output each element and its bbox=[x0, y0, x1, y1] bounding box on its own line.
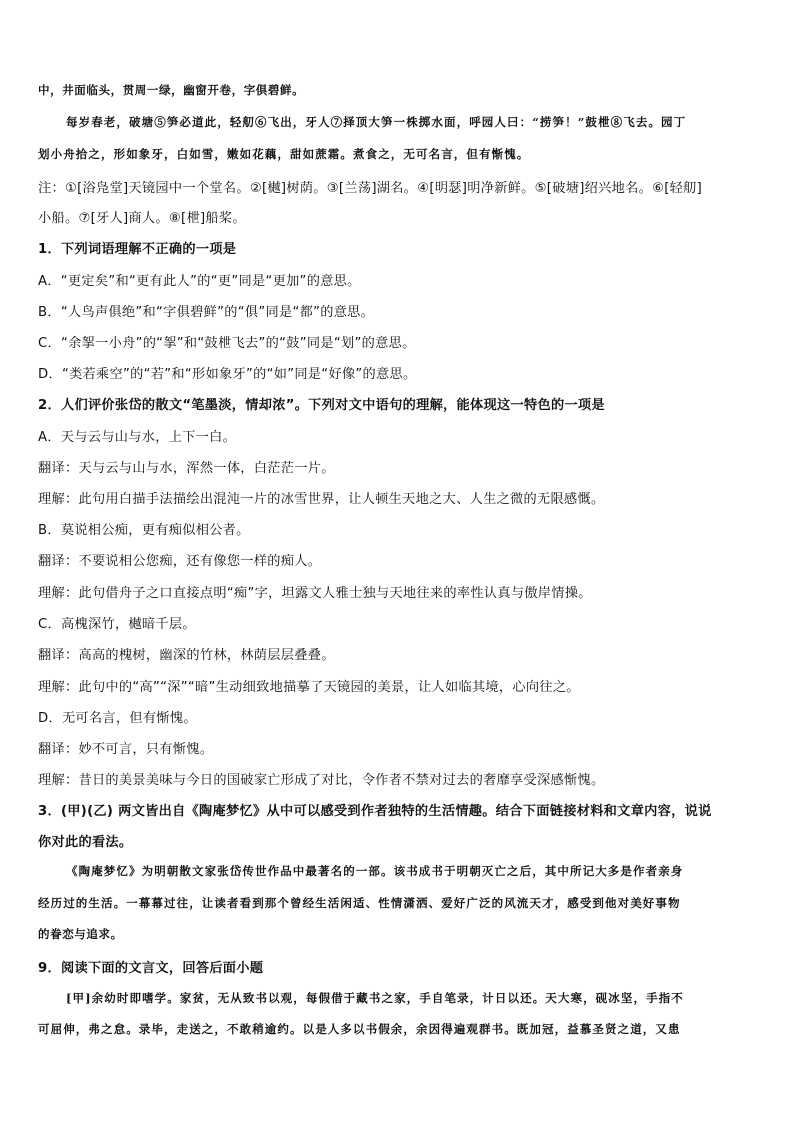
question-9-stem: 9．阅读下面的文言文，回答后面小题 bbox=[38, 961, 264, 976]
passage-jia-line-1: [甲]余幼时即嗜学。家贫，无从致书以观，每假借于藏书之家，手自笔录，计日以还。天大寒，砚冰坚，手指不 bbox=[66, 991, 684, 1005]
link-material-line-3: 的眷恋与追求。 bbox=[38, 927, 123, 941]
question-2-stem: 2．人们评价张岱的散文“笔墨淡，情却浓”。下列对文中语句的理解，能体现这一特色的一项是 bbox=[38, 398, 605, 413]
question-2-option-a: A．天与云与山与水，上下一白。 bbox=[38, 430, 237, 445]
question-1-option-b: B．“人鸟声俱绝”和“字俱碧鲜”的“俱”同是“都”的意思。 bbox=[38, 305, 375, 320]
passage-b-line-3: 划小舟拾之，形如象牙，白如雪，嫩如花藕，甜如蔗霜。煮食之，无可名言，但有惭愧。 bbox=[38, 147, 530, 161]
question-3-stem-line-1: 3．(甲)(乙) 两文皆出自《陶庵梦忆》从中可以感受到作者独特的生活情趣。结合下面链接材料和文章内容，说说 bbox=[38, 804, 712, 819]
question-2-option-b-translation: 翻译：不要说相公您痴，还有像您一样的痴人。 bbox=[38, 554, 322, 569]
question-2-option-d-explanation: 理解：昔日的美景美味与今日的国破家亡形成了对比，令作者不禁对过去的奢靡享受深感惭愧。 bbox=[38, 773, 605, 788]
question-2-option-b: B．莫说相公痴，更有痴似相公者。 bbox=[38, 523, 250, 538]
passage-b-line-1: 中，井面临头，贯周一绿，幽窗开卷，字俱碧鲜。 bbox=[38, 83, 305, 97]
question-1-stem: 1．下列词语理解不正确的一项是 bbox=[38, 242, 237, 257]
notes-line-1: 注：①[浴凫堂]天镜园中一个堂名。②[樾]树荫。③[兰荡]湖名。④[明瑟]明净新鲜。⑤[破塘]绍兴地名。⑥[轻舠] bbox=[38, 181, 703, 196]
question-2-option-d: D．无可名言，但有惭愧。 bbox=[38, 711, 197, 726]
question-1-option-c: C．“余挐一小舟”的“挐”和“鼓枻飞去”的“鼓”同是“划”的意思。 bbox=[38, 336, 416, 351]
question-2-option-c-explanation: 理解：此句中的“高”“深”“暗”生动细致地描摹了天镜园的美景，让人如临其境，心向往之。 bbox=[38, 680, 580, 695]
question-1-option-d: D．“类若乘空”的“若”和“形如象牙”的“如”同是“好像”的意思。 bbox=[38, 367, 417, 382]
question-2-option-d-translation: 翻译：妙不可言，只有惭愧。 bbox=[38, 742, 214, 757]
notes-line-2: 小船。⑦[牙人]商人。⑧[枻]船桨。 bbox=[38, 211, 246, 226]
question-2-option-a-explanation: 理解：此句用白描手法描绘出混沌一片的冰雪世界，让人顿生天地之大、人生之微的无限感慨。 bbox=[38, 492, 605, 507]
passage-b-line-2: 每岁春老，破塘⑤笋必道此，轻舠⑥飞出，牙人⑦择顶大笋一株掷水面，呼园人曰：“捞笋！”鼓枻⑧飞去。园丁 bbox=[66, 115, 687, 129]
question-3-stem-line-2: 你对此的看法。 bbox=[38, 835, 133, 850]
passage-jia-line-2: 可屈伸，弗之怠。录毕，走送之，不敢稍逾约。以是人多以书假余，余因得遍观群书。既加冠，益慕圣贤之道，又患 bbox=[38, 1022, 681, 1036]
question-2-option-c-translation: 翻译：高高的槐树，幽深的竹林，林荫层层叠叠。 bbox=[38, 648, 335, 663]
link-material-line-1: 《陶庵梦忆》为明朝散文家张岱传世作品中最著名的一部。该书成书于明朝灭亡之后，其中所记大多是作者亲身 bbox=[66, 864, 684, 878]
question-2-option-b-explanation: 理解：此句借舟子之口直接点明“痴”字，坦露文人雅士独与天地往来的率性认真与傲岸情操。 bbox=[38, 586, 592, 601]
link-material-line-2: 经历过的生活。一幕幕过往，让读者看到那个曾经生活闲适、性情潇洒、爱好广泛的风流天才，感受到他对美好事物 bbox=[38, 896, 681, 910]
question-1-option-a: A．“更定矣”和“更有此人”的“更”同是“更加”的意思。 bbox=[38, 274, 361, 289]
question-2-option-a-translation: 翻译：天与云与山与水，浑然一体，白茫茫一片。 bbox=[38, 461, 335, 476]
question-2-option-c: C．高槐深竹，樾暗千层。 bbox=[38, 617, 196, 632]
